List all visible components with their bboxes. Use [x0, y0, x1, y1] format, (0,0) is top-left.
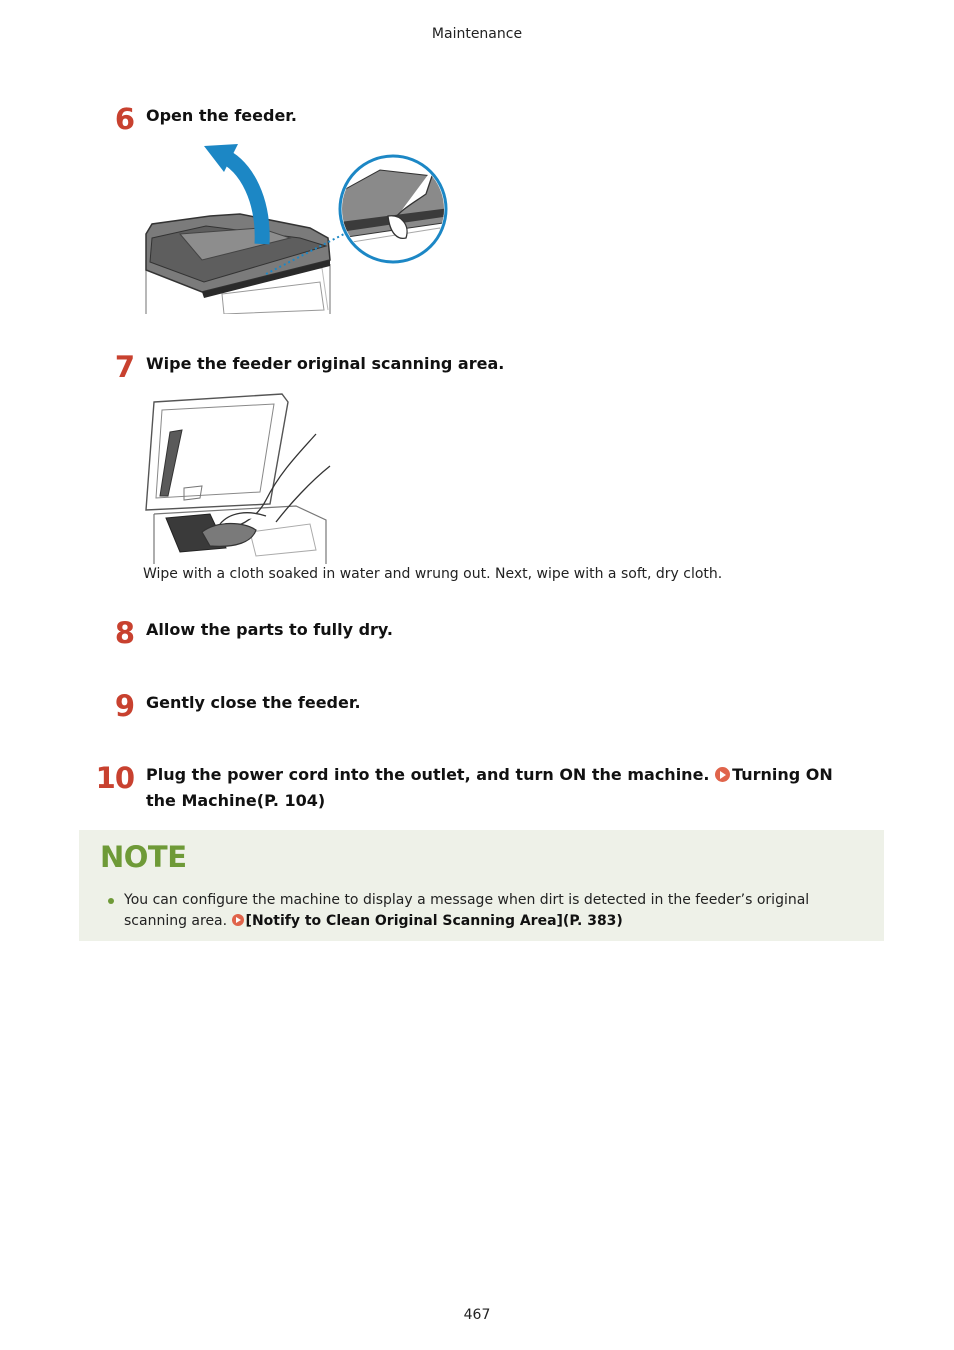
link-arrow-icon	[232, 914, 244, 926]
step-title-text: Plug the power cord into the outlet, and turn ON the machine.	[146, 765, 710, 784]
step-number: 6	[114, 102, 134, 136]
bullet-icon	[108, 898, 114, 904]
step-number: 8	[114, 616, 134, 650]
page-number: 467	[463, 1307, 491, 1323]
link-arrow-icon	[715, 767, 730, 782]
step-title: Open the feeder.	[146, 106, 297, 125]
step-7-caption: Wipe with a cloth soaked in water and wrung out. Next, wipe with a soft, dry cloth.	[143, 566, 723, 582]
step-number: 10	[95, 761, 134, 795]
open-feeder-illustration	[140, 142, 452, 314]
step-number: 7	[114, 350, 134, 384]
step-title: Gently close the feeder.	[146, 693, 361, 712]
page-header: Maintenance	[431, 26, 523, 42]
note-text: You can configure the machine to display a message when dirt is detected in the feeder’s original scanning area.	[124, 892, 810, 929]
step-title	[146, 762, 866, 814]
note-box	[79, 830, 884, 941]
step-number: 9	[114, 689, 134, 723]
note-item	[124, 890, 864, 932]
wipe-scanning-area-illustration	[140, 392, 332, 564]
note-title: NOTE	[100, 840, 187, 874]
step-title: Wipe the feeder original scanning area.	[146, 354, 505, 373]
turning-on-machine-link[interactable]: Turning ON the Machine(P. 104)	[146, 765, 833, 810]
step-title: Allow the parts to fully dry.	[146, 620, 393, 639]
notify-clean-scanning-area-link[interactable]: [Notify to Clean Original Scanning Area](P. 383)	[245, 913, 623, 929]
